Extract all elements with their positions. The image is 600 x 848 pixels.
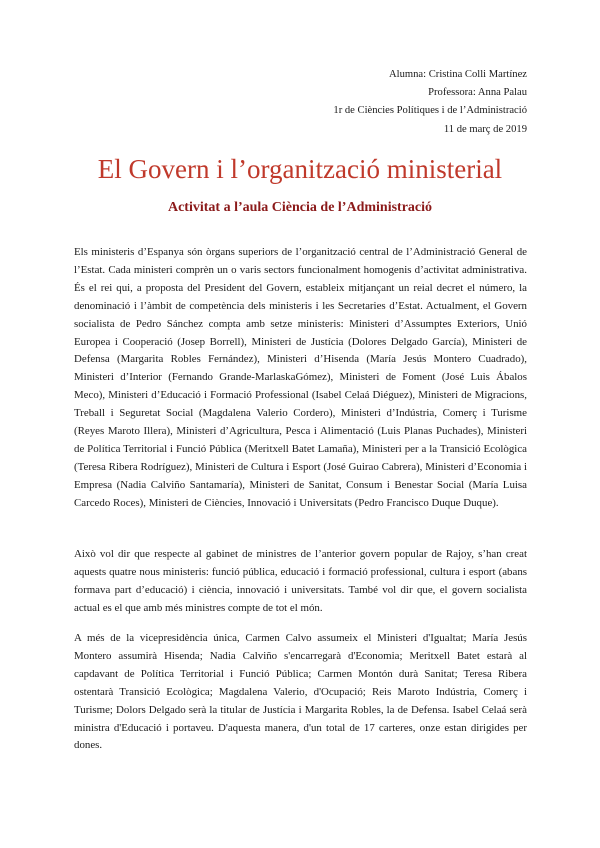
document-title: El Govern i l’organització ministerial [97,154,503,184]
paragraph-new-ministries: Això vol dir que respecte al gabinet de ministres de l’anterior govern popular de Rajoy, s’han creat aquests quatre nous ministeris: funció pública, educació i formació professional, cultura i esport (abans formava part d’educació) i ciència, innovació i universitats. També vol dir que, el govern socialista actual es el que amb més ministres compte de tot el món. [74,548,527,614]
professor-name: Professora: Anna Palau [428,87,527,99]
student-name: Alumna: Cristina Colli Martínez [389,69,527,80]
author-header [333,66,527,139]
paragraph-women-ministers: A més de la vicepresidència única, Carmen Calvo assumeix el Ministeri d'Igualtat; María Jesús Montero assumirà Hisenda; Nadia Calviño s'encarregarà d'Economia; Meritxell Batet estarà al capdavant de Política Territorial i Funció Pública; Carmen Montón durà Sanitat; Teresa Ribera ostentarà Transició Ecològica; Magdalena Valerio, d'Ocupació; Reis Maroto Indústria, Comerç i Turisme; Dolors Delgado serà la titular de Justícia i Margarita Robles, la de Defensa. Isabel Celaá serà ministra d'Educació i portaveu. D'aquesta manera, d'un total de 17 carteres, onze estan dirigides per dones. [74,632,527,752]
paragraph-ministries-list: Els ministeris d’Espanya són òrgans superiors de l’organització central de l’Administració General de l’Estat. Cada ministeri comprèn un o varis sectors funcionalment homogenis d’activitat administrativa. És el rei qui, a proposta del President del Govern, estableix mitjançant un reial decret el número, la denominació i l’àmbit de competència dels ministeris i les Secretaries d’Estat. Actualment, el Govern socialista de Pedro Sánchez compta amb setze ministeris: Ministeri d’Assumptes Exteriors, Unió Europea i Cooperació (Josep Borrell), Ministeri de Justícia (Dolores Delgado García), Ministeri de Defensa (Margarita Robles Fernández), Ministeri d’Hisenda (María Jesús Montero Cuadrado), Ministeri d’Interior (Fernando Grande-MarlaskaGómez), Ministeri de Foment (José Luis Ábalos Meco), Ministeri d’Educació i Formació Professional (Isabel Celaá Diéguez), Ministeri de Migracions, Treball i Seguretat Social (Magdalena Valerio Cordero), Ministeri d’Indústria, Comerç i Turisme (Reyes Maroto Illera), Ministeri d’Agricultura, Pesca i Alimentació (Luis Planas Puchades), Ministeri de Política Territorial i Funció Pública (Meritxell Batet Lamaña), Ministeri per a la Transició Ecològica (Teresa Ribera Rodríguez), Ministeri de Cultura i Esport (José Guirao Cabrera), Ministeri d’Economia i Empresa (Nadia Calviño Santamaría), Ministeri de Sanitat, Consum i Benestar Social (María Luisa Carcedo Roces), Ministeri de Ciències, Innovació i Universitats (Pedro Francisco Duque Duque). [74,246,527,509]
course-name: 1r de Ciències Polítiques i de l’Administració [333,105,527,117]
document-date: 11 de març de 2019 [443,123,527,135]
document-subtitle: Activitat a l’aula Ciència de l’Administració [167,200,433,215]
